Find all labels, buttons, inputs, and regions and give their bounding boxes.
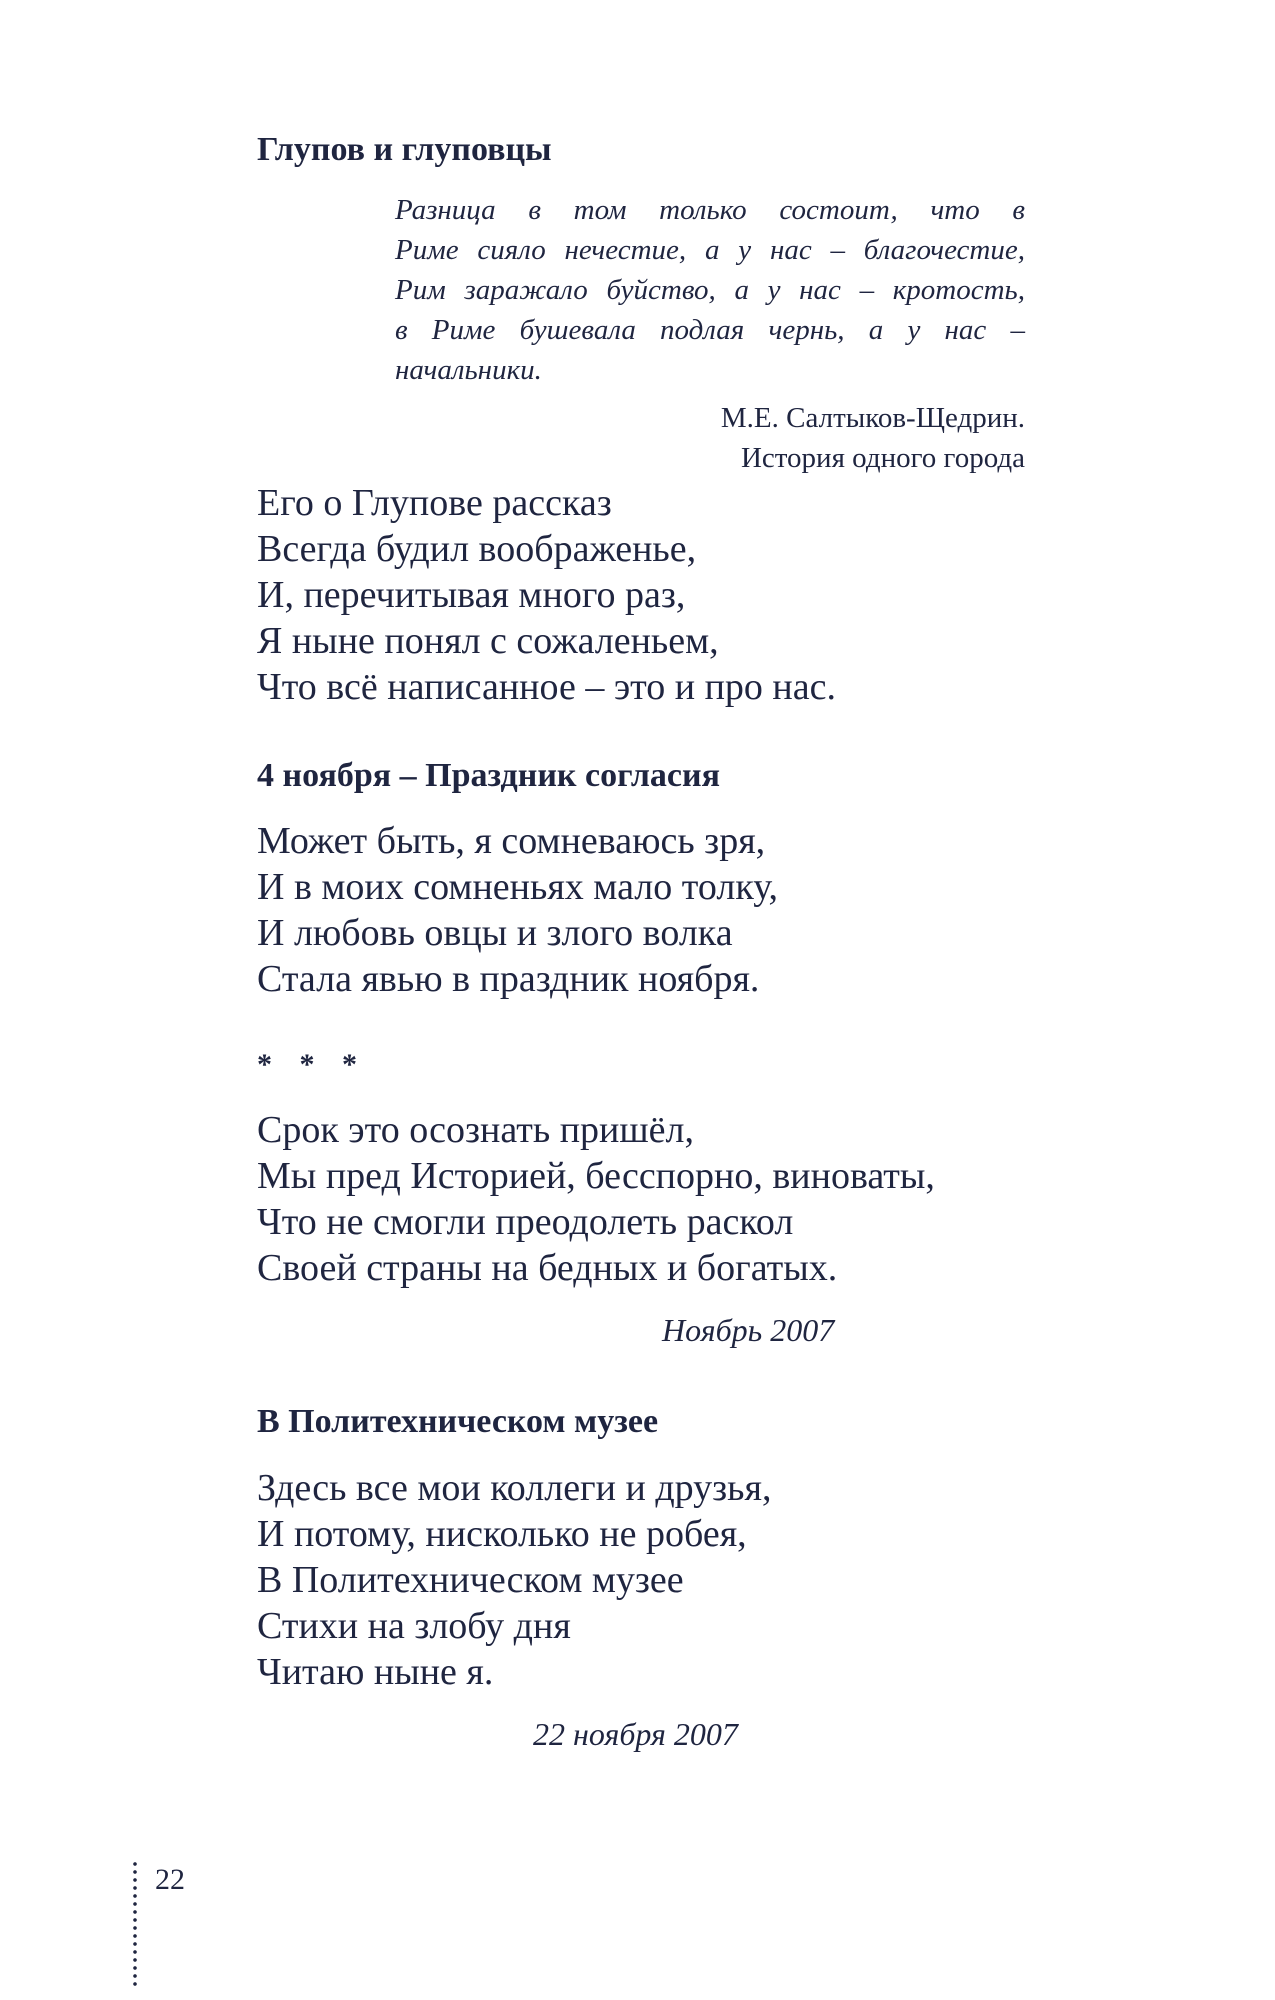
poem-line: И в моих сомненьях мало толку, (257, 866, 778, 908)
poem-date: Ноябрь 2007 (662, 1312, 835, 1348)
dotted-rule (133, 1860, 137, 1990)
poem-title-glupov: Глупов и глуповцы (257, 131, 552, 168)
poem-line: Своей страны на бедных и богатых. (257, 1247, 838, 1289)
poem-line: В Политехническом музее (257, 1559, 684, 1601)
poem-line: Стихи на злобу дня (257, 1605, 571, 1647)
epigraph-line: Риме сияло нечестие, а у нас – благочестие, (395, 234, 1025, 266)
poem-line: Всегда будил воображенье, (257, 528, 697, 570)
poem-line: Читаю ныне я. (257, 1651, 494, 1693)
attribution-work: История одного города (740, 442, 1025, 474)
poem-line: Может быть, я сомневаюсь зря, (257, 820, 766, 862)
epigraph-line: Разница в том только состоит, что в (395, 194, 1025, 226)
attribution-author: М.Е. Салтыков-Щедрин. (720, 402, 1025, 434)
poem-polytechnic (257, 1465, 771, 1695)
poem-title-polytechnic: В Политехническом музее (257, 1403, 659, 1440)
poem-line: Я ныне понял с сожаленьем, (257, 620, 719, 662)
epigraph-line: в Риме бушевала подлая чернь, а у нас – (395, 314, 1025, 346)
poem-line: И любовь овцы и злого волка (257, 912, 733, 954)
asterism-separator: * * * (257, 1048, 367, 1081)
epigraph-attribution (721, 398, 1025, 478)
poem-line: Что всё написанное – это и про нас. (257, 666, 836, 708)
poem-november-4 (257, 818, 778, 1002)
poem-line: Стала явью в праздник ноября. (257, 958, 760, 1000)
poem-line: Срок это осознать пришёл, (257, 1109, 694, 1151)
poem-line: Что не смогли преодолеть раскол (257, 1201, 794, 1243)
epigraph-line: Рим заражало буйство, а у нас – кротость, (395, 274, 1025, 306)
poem-line: Мы пред Историей, бесспорно, виноваты, (257, 1155, 935, 1197)
poem-line: Его о Глупове рассказ (257, 482, 612, 524)
poem-date: 22 ноября 2007 (533, 1716, 738, 1752)
epigraph-line: начальники. (395, 354, 542, 386)
epigraph (395, 190, 1025, 390)
poem-line: И потому, нисколько не робея, (257, 1513, 747, 1555)
poem-title-november-4: 4 ноября – Праздник согласия (257, 757, 720, 794)
poem-glupov (257, 480, 836, 710)
poem-line: И, перечитывая много раз, (257, 574, 686, 616)
page-number: 22 (155, 1863, 185, 1896)
poem-line: Здесь все мои коллеги и друзья, (257, 1467, 772, 1509)
poem-untitled (257, 1107, 935, 1291)
